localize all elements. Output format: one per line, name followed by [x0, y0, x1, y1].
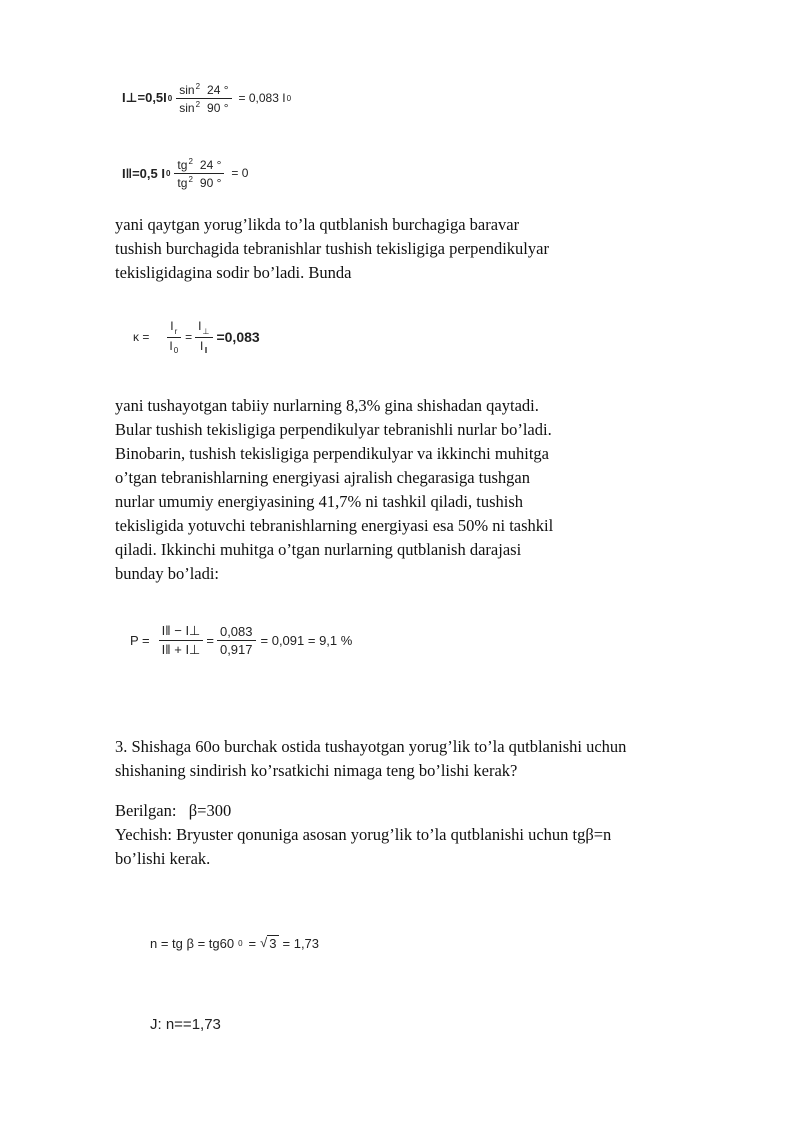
formula-rhs: = 0: [231, 166, 249, 180]
denominator-exponent: 2: [188, 174, 193, 184]
paragraph-line: yani tushayotgan tabiiy nurlarning 8,3% gina shishadan qaytadi.: [115, 396, 539, 415]
formula-fraction: [176, 82, 231, 115]
paragraph-line: shishaning sindirish ko’rsatkichi nimaga teng bo’lishi kerak?: [115, 761, 518, 780]
fraction-numerator: I‖ − I⊥: [159, 623, 204, 641]
fraction-numerator: [176, 82, 231, 99]
numerator-subscript: ⊥: [202, 326, 210, 336]
paragraph-line: Yechish: Bryuster qonuniga asosan yorug’lik to’la qutblanishi uchun tgβ=n: [115, 825, 612, 844]
denominator-argument: 90 °: [199, 175, 222, 190]
formula-lhs: n = tg β = tg60: [150, 935, 235, 951]
denominator-symbol: I: [199, 338, 204, 353]
paragraph-3: [115, 735, 735, 783]
formula-lhs: P =: [130, 632, 150, 648]
formula-rhs: =0,083: [216, 329, 260, 345]
formula-rhs: = 0,083 I: [238, 91, 286, 105]
fraction-denominator: [197, 338, 212, 355]
paragraph-line: Binobarin, tushish tekisligiga perpendikulyar va ikkinchi muhitga: [115, 444, 549, 463]
formula-i-parallel: [122, 153, 248, 193]
numerator-function: sin: [179, 82, 195, 97]
numerator-symbol: I: [198, 319, 202, 334]
formula-fraction: [174, 157, 224, 190]
answer-line: [150, 1016, 221, 1033]
formula-kappa: [133, 312, 260, 362]
denominator-argument: 90 °: [207, 100, 229, 115]
fraction-numerator: [195, 319, 213, 337]
formula-degree: 0: [238, 938, 243, 948]
fraction-denominator: 0,917: [219, 641, 253, 657]
numerator-argument: 24 °: [207, 82, 229, 97]
formula-lhs: I⊥=0,5I: [122, 90, 167, 105]
denominator-subscript: 0: [173, 345, 179, 355]
formula-fraction-1: [166, 319, 182, 355]
paragraph-line: nurlar umumiy energiyasining 41,7% ni tashkil qiladi, tushish: [115, 492, 524, 511]
paragraph-line: yani qaytgan yorug’likda to’la qutblanish burchagiga baravar: [115, 215, 520, 234]
paragraph-2: [115, 394, 715, 586]
numerator-symbol: I: [170, 319, 174, 334]
paragraph-line: 3. Shishaga 60o burchak ostida tushayotgan yorug’lik to’la qutblanishi uchun: [115, 737, 627, 756]
denominator-exponent: 2: [195, 99, 201, 109]
denominator-function: tg: [177, 175, 188, 190]
formula-rhs: = 0,091 = 9,1 %: [260, 632, 353, 648]
paragraph-1: [115, 213, 715, 285]
numerator-function: tg: [177, 157, 188, 172]
paragraph-line: o’tgan tebranishlarning energiyasi ajralish chegarasiga tushgan: [115, 468, 530, 487]
numerator-exponent: 2: [188, 156, 193, 166]
paragraph-line: bunday bo’ladi:: [115, 564, 220, 583]
formula-fraction-2: [217, 624, 256, 657]
numerator-subscript: r: [174, 326, 178, 336]
paragraph-line: qiladi. Ikkinchi muhitga o’tgan nurlarning qutblanish darajasi: [115, 540, 522, 559]
formula-rhs-subscript: 0: [286, 93, 292, 103]
sqrt-symbol: √ 3: [260, 935, 277, 951]
fraction-numerator: 0,083: [217, 624, 256, 641]
fraction-numerator: [167, 319, 181, 337]
formula-equals: =: [248, 935, 257, 951]
formula-i-perp: [122, 78, 292, 118]
paragraph-line: tekisligida yotuvchi tebranishlarning energiyasi esa 50% ni tashkil: [115, 516, 554, 535]
paragraph-line: tushish burchagida tebranishlar tushish tekisligiga perpendikulyar: [115, 239, 549, 258]
formula-polarization-degree: [130, 614, 352, 666]
formula-rhs: = 1,73: [282, 935, 320, 951]
numerator-argument: 24 °: [199, 157, 222, 172]
sqrt-argument: 3: [269, 936, 277, 951]
formula-lhs: κ =: [133, 330, 150, 344]
fraction-denominator: [176, 99, 231, 115]
paragraph-line: Bular tushish tekisligiga perpendikulyar tebranishli nurlar bo’ladi.: [115, 420, 552, 439]
paragraph-line: tekisligidagina sodir bo’ladi. Bunda: [115, 263, 352, 282]
paragraph-line: Berilgan: β=300: [115, 801, 232, 820]
formula-refractive-index: [150, 928, 319, 958]
numerator-exponent: 2: [195, 81, 201, 91]
formula-fraction-1: [159, 623, 204, 658]
denominator-function: sin: [179, 100, 195, 115]
fraction-denominator: [174, 174, 224, 190]
formula-equals: =: [185, 330, 193, 344]
fraction-numerator: [174, 157, 224, 174]
formula-lhs-subscript: 0: [165, 168, 171, 178]
denominator-subscript: ‖: [204, 345, 208, 355]
paragraph-line: bo’lishi kerak.: [115, 849, 211, 868]
paragraph-4: [115, 799, 735, 871]
formula-lhs-subscript: 0: [167, 93, 173, 103]
fraction-denominator: [166, 338, 182, 355]
answer-text: J: n==1,73: [150, 1016, 221, 1033]
formula-lhs: I‖=0,5 I: [122, 165, 165, 181]
formula-equals: =: [206, 632, 214, 648]
denominator-symbol: I: [169, 338, 173, 353]
fraction-denominator: I‖ + I⊥: [161, 641, 201, 657]
formula-fraction-2: [195, 319, 213, 355]
